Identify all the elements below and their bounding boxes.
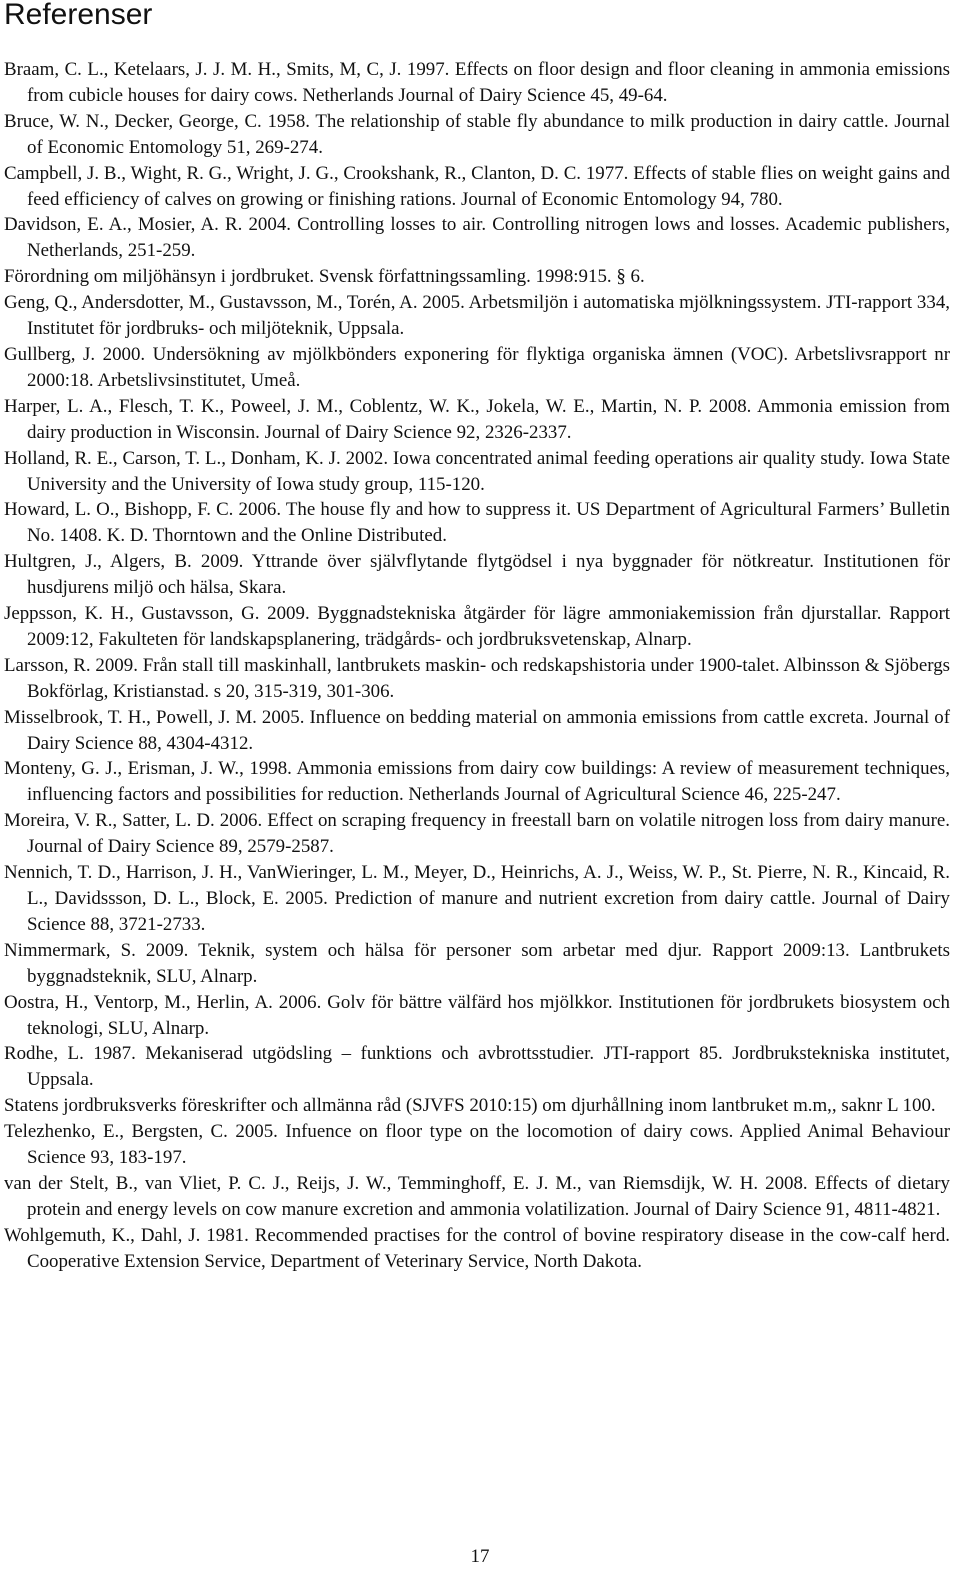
reference-entry: Jeppsson, K. H., Gustavsson, G. 2009. Byggnadstekniska åtgärder för lägre ammoniakemission från djurstallar. Rapport 2009:12, Fakulteten för landskapsplanering, trädgårds- och jordbruksvetenskap, Alnarp. [4, 603, 950, 650]
reference-entry: Telezhenko, E., Bergsten, C. 2005. Infuence on floor type on the locomotion of dairy cows. Applied Animal Behaviour Science 93, 183-197. [4, 1121, 950, 1169]
reference-entry: Nimmermark, S. 2009. Teknik, system och hälsa för personer som arbetar med djur. Rapport 2009:13. Lantbrukets byggnadsteknik, SLU, Alnarp. [4, 939, 950, 987]
reference-entry: Rodhe, L. 1987. Mekaniserad utgödsling – funktions och avbrottsstudier. JTI-rapport 85. Jordbrukstekniska institutet, Uppsala. [4, 1043, 950, 1091]
reference-entry: Misselbrook, T. H., Powell, J. M. 2005. Influence on bedding material on ammonia emissions from cattle excreta. Journal of Dairy Science 88, 4304-4312. [4, 706, 950, 754]
reference-list [4, 57, 950, 1275]
reference-entry: Bruce, W. N., Decker, George, C. 1958. The relationship of stable fly abundance to milk production in dairy cattle. Journal of Economic Entomology 51, 269-274. [4, 110, 950, 158]
reference-entry: Gullberg, J. 2000. Undersökning av mjölkbönders exponering för flyktiga organiska ämnen (VOC). Arbetslivsrapport nr 2000:18. Arbetslivsinstitutet, Umeå. [4, 343, 950, 391]
reference-entry: Larsson, R. 2009. Från stall till maskinhall, lantbrukets maskin- och redskapshistoria under 1900-talet. Albinsson & Sjöbergs Bokförlag, Kristianstad. s 20, 315-319, 301-306. [4, 654, 950, 702]
reference-entry: Nennich, T. D., Harrison, J. H., VanWieringer, L. M., Meyer, D., Heinrichs, A. J., Weiss, W. P., St. Pierre, N. R., Kincaid, R. L., Davidssson, D. L., Block, E. 2005. Prediction of manure and nutrient excretion from dairy cattle. Journal of Dairy Science 88, 3721-2733. [4, 862, 950, 935]
page-number: 17 [470, 1546, 490, 1567]
reference-entry: Wohlgemuth, K., Dahl, J. 1981. Recommended practises for the control of bovine respiratory disease in the cow-calf herd. Cooperative Extension Service, Department of Veterinary Service, North Dakota. [4, 1224, 950, 1272]
page-heading: Referenser [4, 0, 153, 31]
reference-entry: Moreira, V. R., Satter, L. D. 2006. Effect on scraping frequency in freestall barn on volatile nitrogen loss from dairy manure. Journal of Dairy Science 89, 2579-2587. [4, 810, 950, 858]
reference-entry: van der Stelt, B., van Vliet, P. C. J., Reijs, J. W., Temminghoff, E. J. M., van Riemsdijk, W. H. 2008. Effects of dietary protein and energy levels on cow manure excretion and ammonia volatilization. Journal of Dairy Science 91, 4811-4821. [4, 1172, 950, 1220]
reference-entry: Holland, R. E., Carson, T. L., Donham, K. J. 2002. Iowa concentrated animal feeding operations air quality study. Iowa State University and the University of Iowa study group, 115-120. [4, 447, 950, 495]
reference-entry: Geng, Q., Andersdotter, M., Gustavsson, M., Torén, A. 2005. Arbetsmiljön i automatiska mjölkningssystem. JTI-rapport 334, Institutet för jordbruks- och miljöteknik, Uppsala. [4, 292, 950, 340]
reference-entry: Statens jordbruksverks föreskrifter och allmänna råd (SJVFS 2010:15) om djurhållning inom lantbruket m.m,, saknr L 100. [4, 1095, 936, 1117]
reference-entry: Campbell, J. B., Wight, R. G., Wright, J. G., Crookshank, R., Clanton, D. C. 1977. Effects of stable flies on weight gains and feed efficiency of calves on growing or finishing rations. Journal of Economic Entomology 94, 780. [4, 162, 950, 210]
reference-entry: Oostra, H., Ventorp, M., Herlin, A. 2006. Golv för bättre välfärd hos mjölkkor. Institutionen för jordbrukets biosystem och teknologi, SLU, Alnarp. [4, 991, 950, 1039]
reference-entry: Davidson, E. A., Mosier, A. R. 2004. Controlling losses to air. Controlling nitrogen lows and losses. Academic publishers, Netherlands, 251-259. [4, 214, 950, 262]
reference-entry: Monteny, G. J., Erisman, J. W., 1998. Ammonia emissions from dairy cow buildings: A review of measurement techniques, influencing factors and possibilities for reduction. Netherlands Journal of Agricultural Science 46, 225-247. [4, 758, 950, 806]
reference-entry: Braam, C. L., Ketelaars, J. J. M. H., Smits, M, C, J. 1997. Effects on floor design and floor cleaning in ammonia emissions from cubicle houses for dairy cows. Netherlands Journal of Dairy Science 45, 49-64. [4, 59, 950, 106]
reference-entry: Howard, L. O., Bishopp, F. C. 2006. The house fly and how to suppress it. US Department of Agricultural Farmers’ Bulletin No. 1408. K. D. Thorntown and the Online Distributed. [4, 499, 950, 547]
reference-entry: Hultgren, J., Algers, B. 2009. Yttrande över självflytande flytgödsel i nya byggnader för nötkreatur. Institutionen för husdjurens miljö och hälsa, Skara. [4, 551, 950, 599]
reference-entry: Förordning om miljöhänsyn i jordbruket. Svensk författningssamling. 1998:915. § 6. [4, 266, 645, 288]
reference-entry: Harper, L. A., Flesch, T. K., Poweel, J. M., Coblentz, W. K., Jokela, W. E., Martin, N. P. 2008. Ammonia emission from dairy production in Wisconsin. Journal of Dairy Science 92, 2326-2337. [4, 395, 950, 443]
